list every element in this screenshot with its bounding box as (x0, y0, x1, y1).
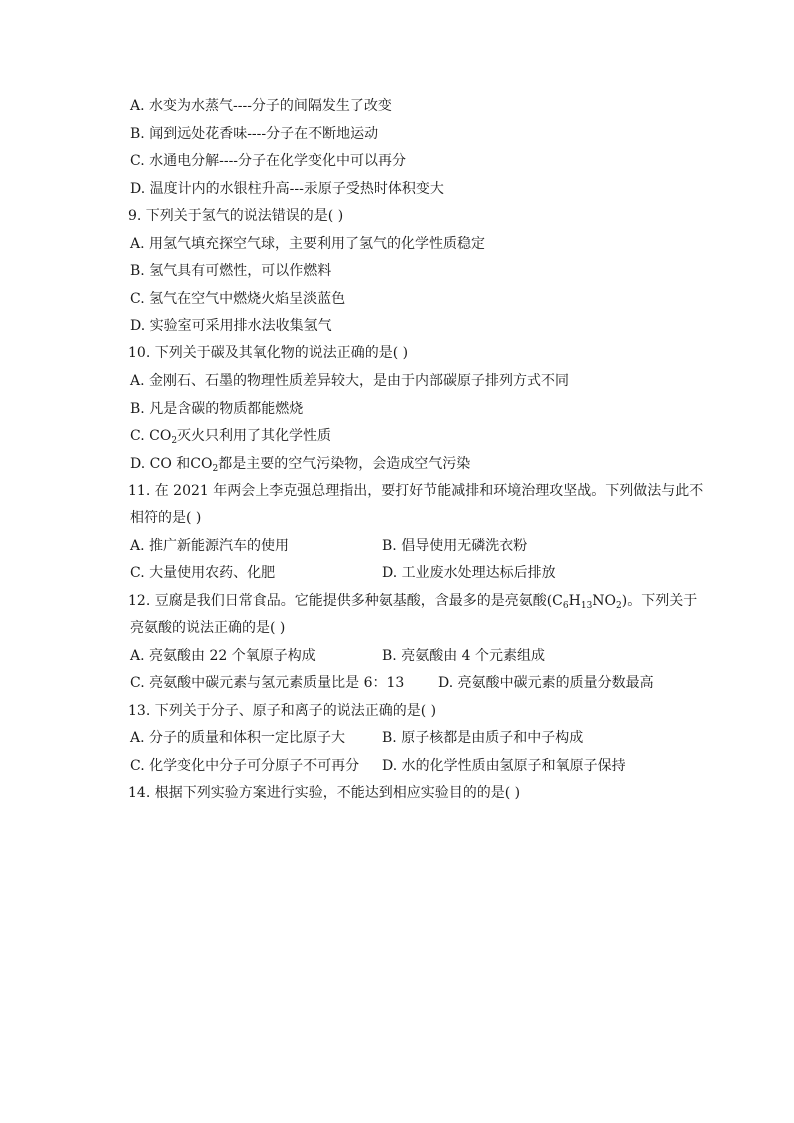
q11-stem-line2: 相符的是( ) (130, 510, 202, 526)
q10-stem: 10. 下列关于碳及其氧化物的说法正确的是( ) (128, 345, 409, 361)
q9-option-d: D. 实验室可采用排水法收集氢气 (130, 318, 332, 334)
q14-stem: 14. 根据下列实验方案进行实验，不能达到相应实验目的的是( ) (128, 785, 521, 801)
q8-option-d: D. 温度计内的水银柱升高---汞原子受热时体积变大 (130, 181, 444, 197)
q11-option-c: C. 大量使用农药、化肥 (130, 565, 276, 581)
q12-stem-line2: 亮氨酸的说法正确的是( ) (130, 620, 286, 636)
q10-option-b: B. 凡是含碳的物质都能燃烧 (130, 401, 304, 417)
q9-stem: 9. 下列关于氢气的说法错误的是( ) (128, 208, 344, 224)
q11-option-a: A. 推广新能源汽车的使用 (130, 538, 290, 554)
q10-option-d: D. CO 和$CO_2$都是主要的空气污染物，会造成空气污染 (130, 456, 471, 474)
q8-option-c: C. 水通电分解----分子在化学变化中可以再分 (130, 153, 407, 169)
q13-option-a: A. 分子的质量和体积一定比原子大 (130, 730, 346, 746)
q12-option-c: C. 亮氨酸中碳元素与氢元素质量比是 6：13 (130, 675, 405, 691)
q11-option-d: D. 工业废水处理达标后排放 (382, 565, 556, 581)
q13-option-d: D. 水的化学性质由氢原子和氧原子保持 (382, 758, 626, 774)
q13-option-b: B. 原子核都是由质子和中子构成 (382, 730, 584, 746)
q12-option-d: D. 亮氨酸中碳元素的质量分数最高 (438, 675, 654, 691)
q8-option-a: A. 水变为水蒸气----分子的间隔发生了改变 (130, 98, 392, 114)
q9-option-a: A. 用氢气填充探空气球，主要利用了氢气的化学性质稳定 (130, 236, 486, 252)
q12-option-b: B. 亮氨酸由 4 个元素组成 (382, 648, 545, 664)
q13-stem: 13. 下列关于分子、原子和离子的说法正确的是( ) (128, 703, 437, 719)
q11-stem-line1: 11. 在 2021 年两会上李克强总理指出，要打好节能减排和环境治理攻坚战。下列做法与此不 (128, 483, 704, 499)
q12-stem-line1: 12. 豆腐是我们日常食品。它能提供多种氨基酸，含最多的是亮氨酸$(C_6H_{13}NO_2)$。下列关于 (128, 593, 698, 611)
q10-option-a: A. 金刚石、石墨的物理性质差异较大，是由于内部碳原子排列方式不同 (130, 373, 570, 389)
q8-option-b: B. 闻到远处花香味----分子在不断地运动 (130, 126, 379, 142)
q11-option-b: B. 倡导使用无磷洗衣粉 (382, 538, 528, 554)
q12-option-a: A. 亮氨酸由 22 个氧原子构成 (130, 648, 316, 664)
q9-option-c: C. 氢气在空气中燃烧火焰呈淡蓝色 (130, 291, 346, 307)
q10-option-c: C. $CO_2$灭火只利用了其化学性质 (130, 428, 332, 446)
q13-option-c: C. 化学变化中分子可分原子不可再分 (130, 758, 360, 774)
q9-option-b: B. 氢气具有可燃性，可以作燃料 (130, 263, 332, 279)
